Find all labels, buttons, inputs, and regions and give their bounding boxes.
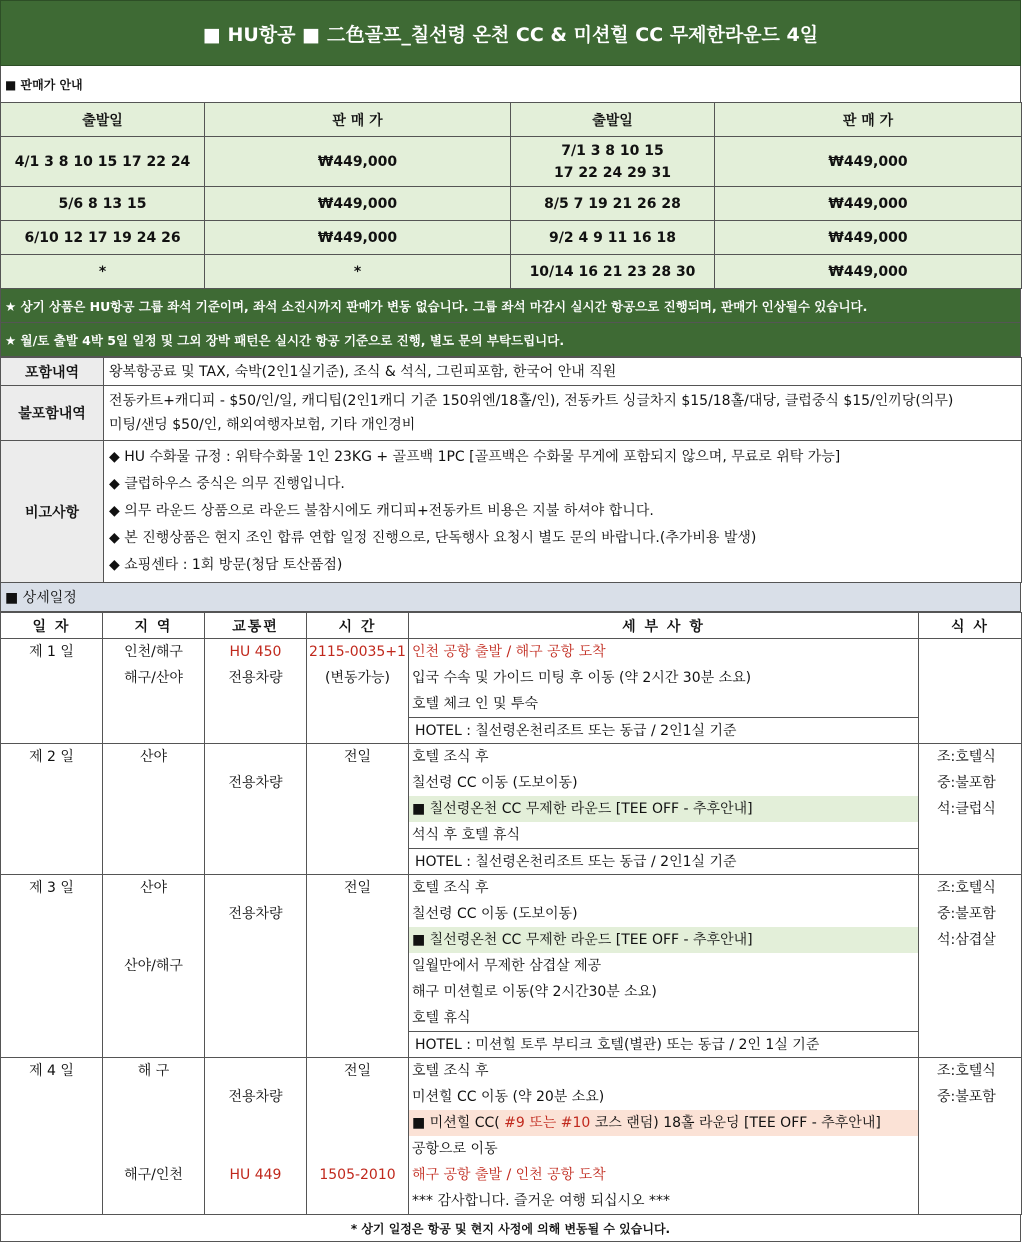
day-label: 제 3 일 xyxy=(1,875,103,1058)
price-row xyxy=(1,221,1022,255)
included-label: 포함내역 xyxy=(1,358,104,386)
departure-dates: 5/6 8 13 15 xyxy=(1,187,205,221)
schedule-table xyxy=(0,612,1022,1215)
departure-dates: 6/10 12 17 19 24 26 xyxy=(1,221,205,255)
detail-line: 석식 후 호텔 휴식 xyxy=(412,827,521,843)
hotel-line: HOTEL : 칠선령온천리조트 또는 동급 / 2인1실 기준 xyxy=(409,848,918,874)
price-value: * xyxy=(205,255,511,289)
meals: 조:호텔식 중:불포함 xyxy=(919,1058,1022,1215)
col-region: 지 역 xyxy=(103,613,205,639)
price-value: ₩449,000 xyxy=(715,187,1022,221)
col-time: 시 간 xyxy=(307,613,409,639)
col-day: 일 자 xyxy=(1,613,103,639)
price-value: ₩449,000 xyxy=(205,187,511,221)
info-table xyxy=(0,357,1022,583)
details xyxy=(409,1058,919,1215)
remark-item: ◆ 본 진행상품은 현지 조인 합류 연합 일정 진행으로, 단독행사 요청시 별도 문의 바랍니다.(추가비용 발생) xyxy=(109,530,757,546)
time: 2115-0035+1 (변동가능) xyxy=(307,639,409,744)
price-header-departure-2: 출발일 xyxy=(511,103,715,137)
time: 전일 xyxy=(307,744,409,875)
price-header-price-1: 판 매 가 xyxy=(205,103,511,137)
remarks-label: 비고사항 xyxy=(1,441,104,583)
detail-line: 인천 공항 출발 / 해구 공항 도착 xyxy=(412,644,606,660)
departure-dates: 7/1 3 8 10 15 17 22 24 29 31 xyxy=(511,137,715,187)
golf-round-line: ■ 칠선령온천 CC 무제한 라운드 [TEE OFF - 추후안내] xyxy=(409,927,918,953)
detail-line: 입국 수속 및 가이드 미팅 후 이동 (약 2시간 30분 소요) xyxy=(412,670,752,686)
day-row xyxy=(1,1058,1022,1215)
excluded-text: 전동카트+캐디피 - $50/인/일, 캐디팁(2인1캐디 기준 150위엔/18홀/인), 전동카트 싱글차지 $15/18홀/대당, 클럽중식 $15/인끼당(의무) 미팅/샌딩 $50/인, 해외여행자보험, 기타 개인경비 xyxy=(104,386,1022,441)
hotel-line: HOTEL : 칠선령온천리조트 또는 동급 / 2인1실 기준 xyxy=(409,717,918,743)
price-header-price-2: 판 매 가 xyxy=(715,103,1022,137)
time: 전일 1505-2010 xyxy=(307,1058,409,1215)
price-value: ₩449,000 xyxy=(715,221,1022,255)
notice-weekend-departure: ★ 월/토 출발 4박 5일 일정 및 그외 장박 패턴은 실시간 항공 기준으로 진행, 별도 문의 부탁드립니다. xyxy=(0,323,1021,357)
detail-line: 칠선령 CC 이동 (도보이동) xyxy=(412,775,578,791)
departure-dates: 9/2 4 9 11 16 18 xyxy=(511,221,715,255)
day-label: 제 4 일 xyxy=(1,1058,103,1215)
departure-dates: 10/14 16 21 23 28 30 xyxy=(511,255,715,289)
departure-dates: 4/1 3 8 10 15 17 22 24 xyxy=(1,137,205,187)
departure-dates: * xyxy=(1,255,205,289)
hotel-line: HOTEL : 미션힐 토루 부티크 호텔(별관) 또는 동급 / 2인 1실 기준 xyxy=(409,1031,918,1057)
notice-group-seat: ★ 상기 상품은 HU항공 그룹 좌석 기준이며, 좌석 소진시까지 판매가 변동 없습니다. 그룹 좌석 마감시 실시간 항공으로 진행되며, 판매가 인상될수 있습니다. xyxy=(0,289,1021,323)
schedule-title: ■ 상세일정 xyxy=(0,583,1021,612)
golf-round-line: ■ 미션힐 CC( #9 또는 #10 코스 랜덤) 18홀 라운딩 [TEE OFF - 추후안내] xyxy=(409,1110,918,1136)
day-label: 제 2 일 xyxy=(1,744,103,875)
departure-dates: 8/5 7 19 21 26 28 xyxy=(511,187,715,221)
detail-line: 해구 공항 출발 / 인천 공항 도착 xyxy=(412,1167,606,1183)
remark-item: ◆ 쇼핑센타 : 1회 방문(청담 토산품점) xyxy=(109,557,343,573)
detail-line: 공항으로 이동 xyxy=(412,1141,498,1157)
detail-line: 호텔 조식 후 xyxy=(412,880,489,896)
transport: 전용차량 HU 449 xyxy=(205,1058,307,1215)
price-value: ₩449,000 xyxy=(715,255,1022,289)
price-row xyxy=(1,187,1022,221)
included-text: 왕복항공료 및 TAX, 숙박(2인1실기준), 조식 & 석식, 그린피포함, 한국어 안내 직원 xyxy=(104,358,1022,386)
col-transport: 교통편 xyxy=(205,613,307,639)
region: 산야 xyxy=(103,744,205,875)
detail-line: 호텔 조식 후 xyxy=(412,749,489,765)
detail-line: 호텔 체크 인 및 투숙 xyxy=(412,696,538,712)
meals: 조:호텔식 중:불포함 석:삼겹살 xyxy=(919,875,1022,1058)
day-row xyxy=(1,639,1022,744)
detail-line: 호텔 휴식 xyxy=(412,1010,471,1026)
detail-line: 해구 미션힐로 이동(약 2시간30분 소요) xyxy=(412,984,657,1000)
col-meals: 식 사 xyxy=(919,613,1022,639)
detail-line: 호텔 조식 후 xyxy=(412,1063,489,1079)
price-header-departure-1: 출발일 xyxy=(1,103,205,137)
region: 인천/해구 해구/산야 xyxy=(103,639,205,744)
remark-item: ◆ 의무 라운드 상품으로 라운드 불참시에도 캐디피+전동카트 비용은 지불 하셔야 합니다. xyxy=(109,503,654,519)
details xyxy=(409,639,919,744)
region: 산야 산야/해구 xyxy=(103,875,205,1058)
details xyxy=(409,875,919,1058)
meals xyxy=(919,639,1022,744)
region: 해 구 해구/인천 xyxy=(103,1058,205,1215)
detail-line: 칠선령 CC 이동 (도보이동) xyxy=(412,906,578,922)
excluded-label: 불포함내역 xyxy=(1,386,104,441)
page-title: ■ HU항공 ■ 二色골프_칠선령 온천 CC & 미션힐 CC 무제한라운드 4일 xyxy=(0,0,1021,66)
day-row xyxy=(1,744,1022,875)
transport: HU 450 전용차량 xyxy=(205,639,307,744)
price-value: ₩449,000 xyxy=(205,137,511,187)
remark-item: ◆ HU 수화물 규정 : 위탁수화물 1인 23KG + 골프백 1PC [골프백은 수화물 무게에 포함되지 않으며, 무료로 위탁 가능] xyxy=(109,449,841,465)
col-details: 세 부 사 항 xyxy=(409,613,919,639)
price-row xyxy=(1,137,1022,187)
price-section-title: ■ 판매가 안내 xyxy=(0,66,1021,102)
price-value: ₩449,000 xyxy=(205,221,511,255)
meals: 조:호텔식 중:불포함 석:클럽식 xyxy=(919,744,1022,875)
transport: 전용차량 xyxy=(205,875,307,1058)
price-row xyxy=(1,255,1022,289)
remarks-list xyxy=(104,441,1022,583)
detail-line: 미션힐 CC 이동 (약 20분 소요) xyxy=(412,1089,605,1105)
price-table xyxy=(0,102,1022,289)
day-row xyxy=(1,875,1022,1058)
details xyxy=(409,744,919,875)
detail-line: 일월만에서 무제한 삼겹살 제공 xyxy=(412,958,602,974)
footer-note: * 상기 일정은 항공 및 현지 사정에 의해 변동될 수 있습니다. xyxy=(0,1215,1021,1242)
remark-item: ◆ 클럽하우스 중식은 의무 진행입니다. xyxy=(109,476,345,492)
price-value: ₩449,000 xyxy=(715,137,1022,187)
detail-line: *** 감사합니다. 즐거운 여행 되십시오 *** xyxy=(412,1193,671,1209)
golf-round-line: ■ 칠선령온천 CC 무제한 라운드 [TEE OFF - 추후안내] xyxy=(409,796,918,822)
transport: 전용차량 xyxy=(205,744,307,875)
time: 전일 xyxy=(307,875,409,1058)
day-label: 제 1 일 xyxy=(1,639,103,744)
